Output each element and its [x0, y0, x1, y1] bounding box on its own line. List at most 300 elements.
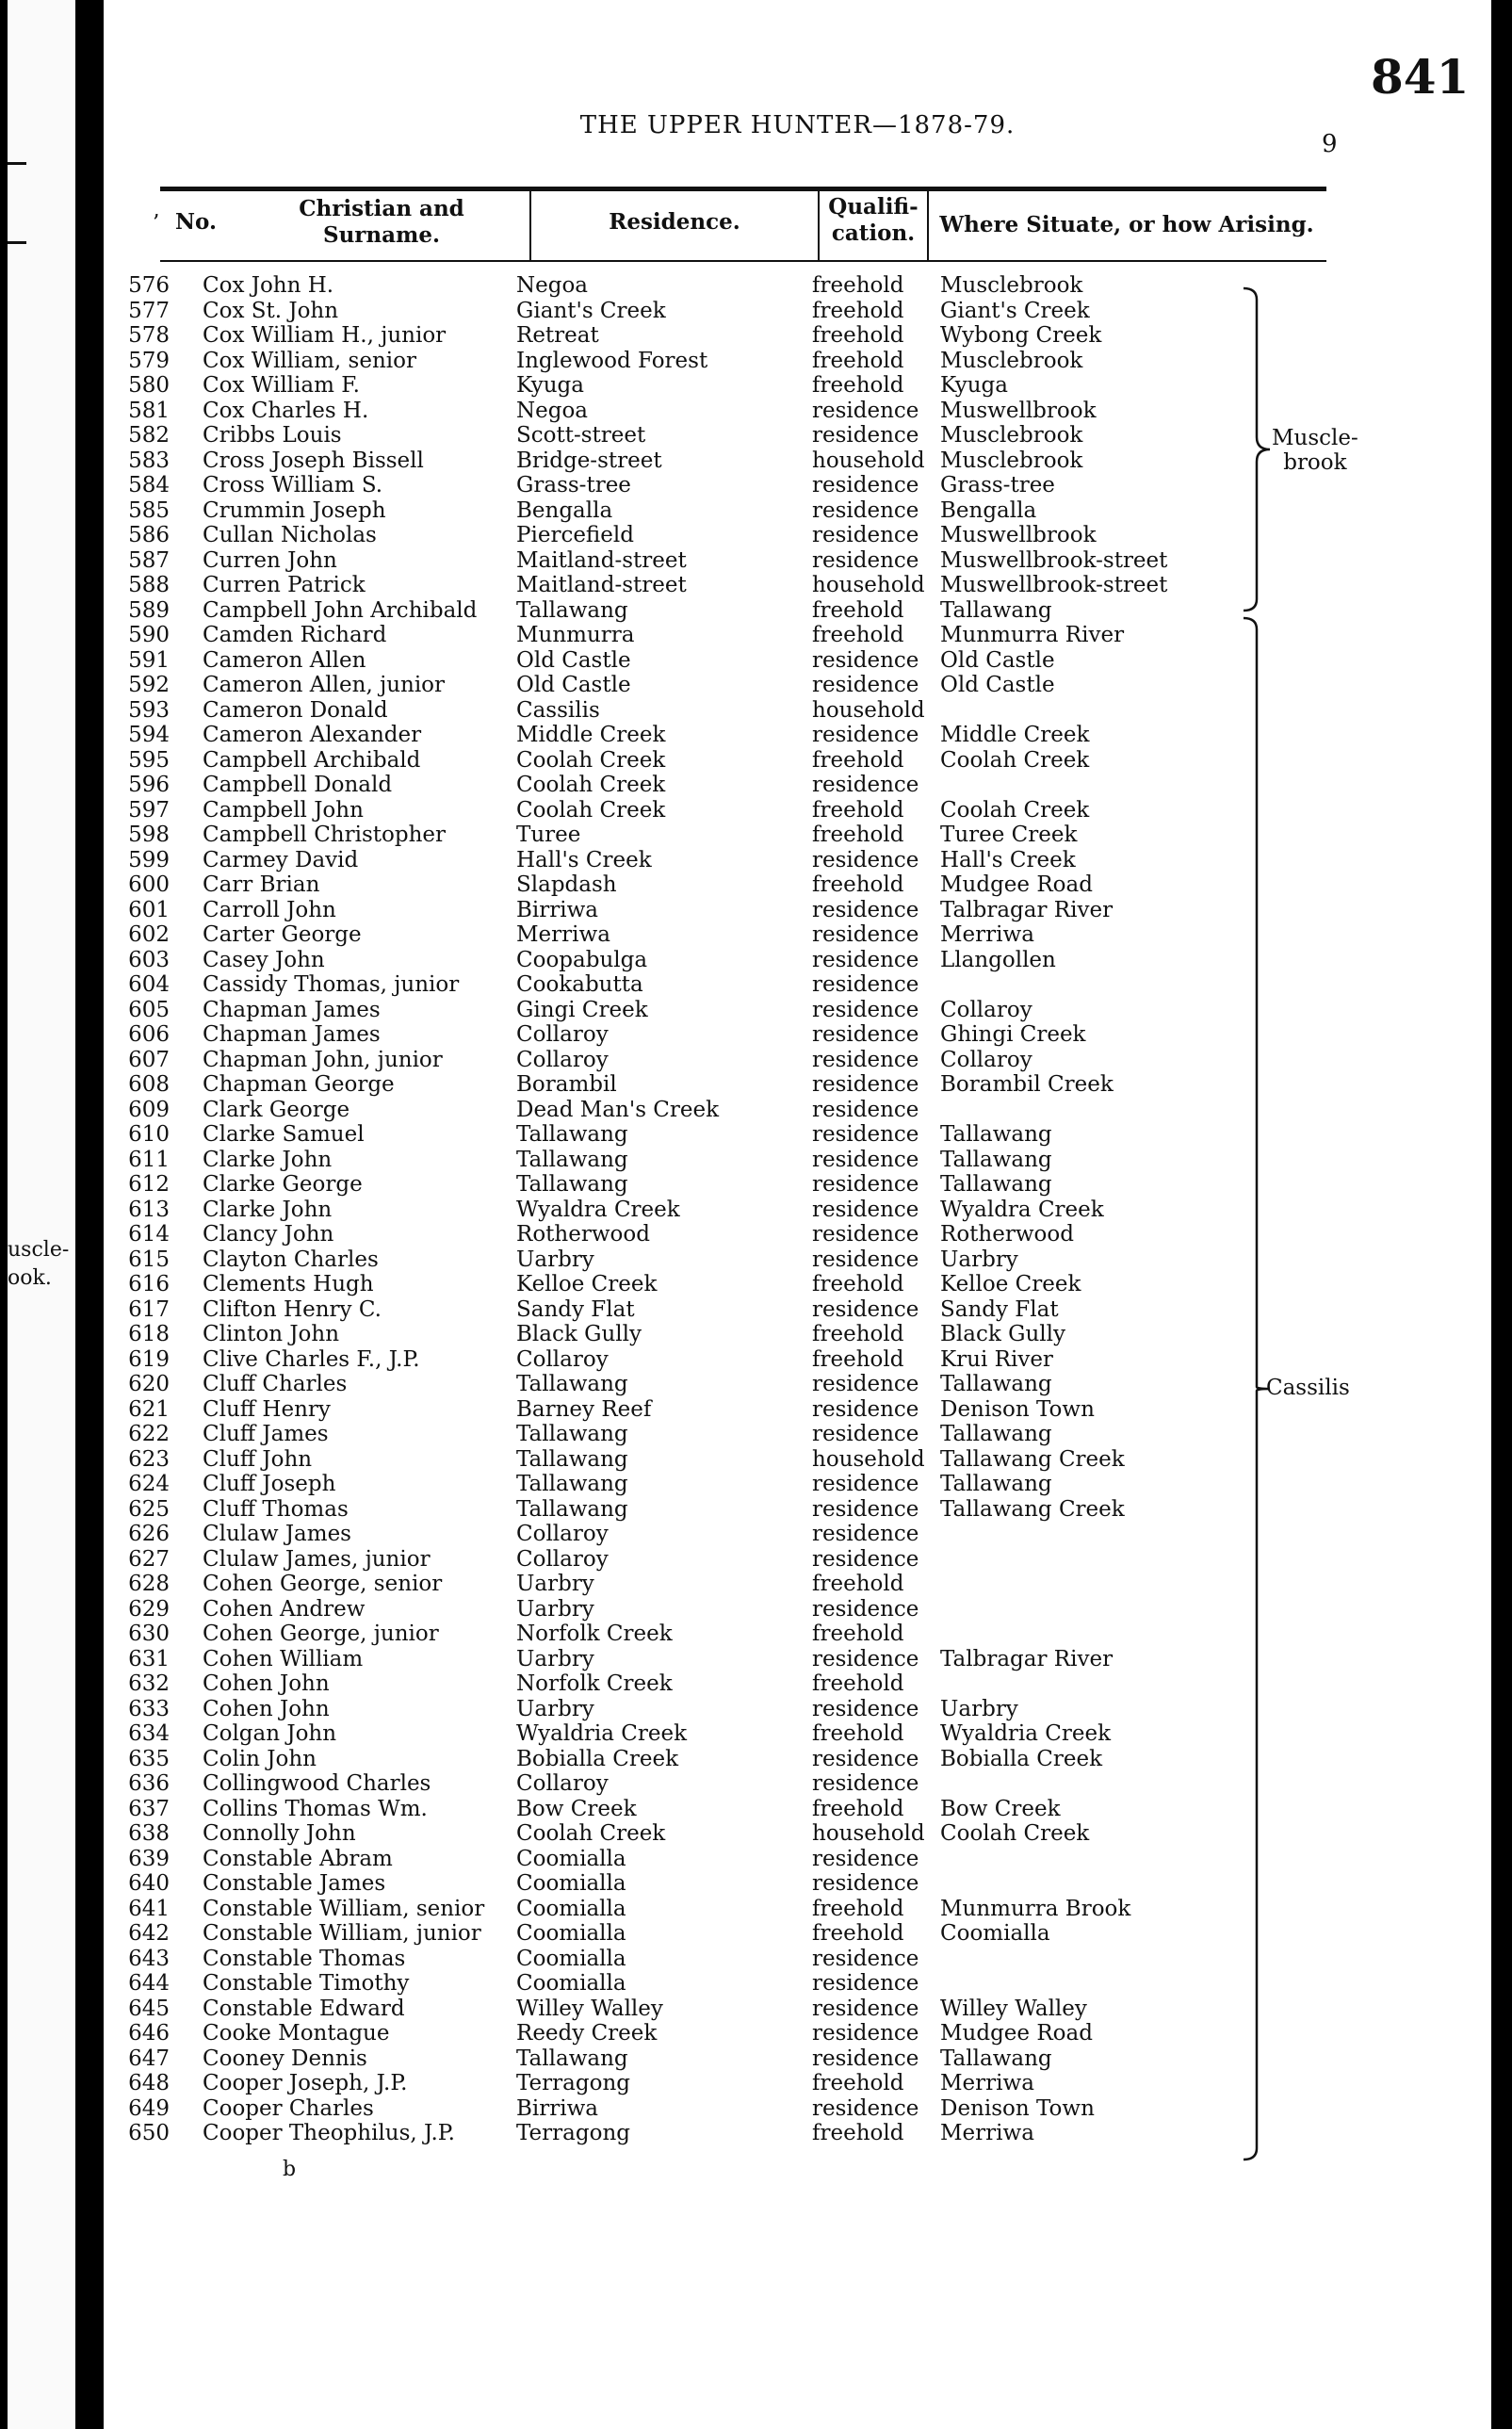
page-number: 841: [1371, 49, 1470, 105]
where-situate-cell: Bobialla Creek: [940, 1746, 1103, 1771]
qualification-cell: freehold: [812, 298, 904, 323]
row-number: 582: [128, 423, 170, 448]
elector-name: Clarke John: [203, 1147, 333, 1172]
table-row: [104, 323, 1491, 348]
table-row: [104, 2071, 1491, 2095]
where-situate-cell: Musclebrook: [940, 448, 1083, 473]
where-situate-cell: Talbragar River: [940, 1646, 1114, 1671]
residence-cell: Tallawang: [516, 1372, 628, 1396]
table-row: [104, 1098, 1491, 1122]
where-situate-cell: Sandy Flat: [940, 1296, 1059, 1322]
previous-page-text: [8, 1236, 69, 1293]
row-number: 627: [128, 1546, 170, 1572]
where-situate-cell: Kelloe Creek: [940, 1272, 1081, 1296]
row-number: 626: [128, 1522, 170, 1546]
qualification-cell: residence: [812, 1047, 919, 1072]
elector-name: Constable Abram: [203, 1846, 393, 1871]
qualification-cell: residence: [812, 1296, 919, 1322]
elector-name: Cox William F.: [203, 373, 360, 398]
qualification-cell: residence: [812, 1247, 919, 1272]
table-row: [104, 872, 1491, 897]
residence-cell: Collaroy: [516, 1522, 609, 1546]
qualification-cell: residence: [812, 1596, 919, 1622]
qualification-cell: residence: [812, 1646, 919, 1671]
row-number: 609: [128, 1097, 170, 1122]
residence-cell: Terragong: [516, 2121, 630, 2145]
where-situate-cell: Tallawang: [940, 1472, 1052, 1496]
table-row: [104, 273, 1491, 298]
where-situate-cell: Coolah Creek: [940, 797, 1090, 823]
table-row: [104, 1921, 1491, 1946]
elector-name: Casey John: [203, 947, 325, 972]
residence-cell: Coolah Creek: [516, 773, 666, 797]
table-row: [104, 1522, 1491, 1546]
residence-cell: Coomialla: [516, 1946, 626, 1971]
residence-cell: Collaroy: [516, 1346, 609, 1372]
qualification-cell: freehold: [812, 2121, 904, 2145]
table-row: [104, 1671, 1491, 1696]
qualification-cell: freehold: [812, 597, 904, 623]
previous-page-line: ook.: [8, 1266, 52, 1290]
row-number: 625: [128, 1496, 170, 1522]
column-header-no: No.: [175, 209, 217, 235]
residence-cell: Borambil: [516, 1072, 617, 1097]
residence-cell: Tallawang: [516, 1147, 628, 1172]
row-number: 647: [128, 2046, 170, 2071]
residence-cell: Willey Walley: [516, 1996, 663, 2021]
where-situate-cell: Coolah Creek: [940, 1821, 1090, 1846]
residence-cell: Piercefield: [516, 523, 634, 547]
table-row: [104, 673, 1491, 697]
qualification-cell: residence: [812, 1396, 919, 1422]
row-number: 646: [128, 2021, 170, 2046]
table-row: [104, 1422, 1491, 1446]
where-situate-cell: Munmurra Brook: [940, 1896, 1131, 1921]
where-situate-cell: Tallawang: [940, 1122, 1052, 1147]
elector-name: Cluff John: [203, 1446, 313, 1472]
scan-border-right: [1491, 0, 1512, 2429]
qualification-cell: freehold: [812, 1921, 904, 1946]
qualification-cell: residence: [812, 1422, 919, 1446]
elector-name: Crummin Joseph: [203, 497, 386, 523]
table-row: [104, 648, 1491, 673]
residence-cell: Grass-tree: [516, 473, 631, 497]
elector-name: Cox William, senior: [203, 348, 416, 373]
table-row: [104, 1447, 1491, 1472]
residence-cell: Kyuga: [516, 373, 584, 398]
table-row: [104, 2046, 1491, 2071]
residence-cell: Cookabutta: [516, 972, 643, 997]
qualification-cell: residence: [812, 2095, 919, 2121]
table-row: [104, 1222, 1491, 1247]
row-number: 579: [128, 348, 170, 373]
where-situate-cell: Borambil Creek: [940, 1072, 1114, 1097]
qualification-cell: residence: [812, 997, 919, 1022]
residence-cell: Dead Man's Creek: [516, 1097, 720, 1122]
column-header-where: Where Situate, or how Arising.: [939, 212, 1314, 237]
residence-cell: Bow Creek: [516, 1796, 637, 1821]
qualification-cell: freehold: [812, 872, 904, 897]
qualification-cell: freehold: [812, 1671, 904, 1696]
elector-name: Curren John: [203, 547, 337, 573]
where-situate-cell: Bengalla: [940, 497, 1037, 523]
table-row: [104, 299, 1491, 323]
residence-cell: Tallawang: [516, 1446, 628, 1472]
elector-name: Cassidy Thomas, junior: [203, 972, 460, 997]
where-situate-cell: Giant's Creek: [940, 298, 1090, 323]
column-header-qualification: Qualifi- cation.: [828, 194, 919, 246]
row-number: 617: [128, 1296, 170, 1322]
qualification-cell: residence: [812, 547, 919, 573]
residence-cell: Tallawang: [516, 1422, 628, 1446]
row-number: 622: [128, 1422, 170, 1446]
elector-name: Camden Richard: [203, 623, 387, 647]
where-situate-cell: Hall's Creek: [940, 847, 1076, 872]
qualification-cell: residence: [812, 1946, 919, 1971]
residence-cell: Coomialla: [516, 1971, 626, 1996]
residence-cell: Norfolk Creek: [516, 1622, 673, 1646]
qualification-cell: residence: [812, 1846, 919, 1871]
table-row: [104, 573, 1491, 597]
sub-page-number: 9: [1322, 130, 1338, 158]
qualification-cell: residence: [812, 947, 919, 972]
elector-name: Chapman James: [203, 1022, 381, 1047]
elector-name: Collingwood Charles: [203, 1771, 431, 1796]
elector-name: Clarke John: [203, 1197, 333, 1222]
where-situate-cell: Collaroy: [940, 997, 1032, 1022]
district-label-musclebrook: Muscle- brook: [1272, 426, 1358, 475]
row-number: 620: [128, 1372, 170, 1396]
row-number: 583: [128, 448, 170, 473]
table-row: [104, 523, 1491, 547]
residence-cell: Scott-street: [516, 423, 646, 448]
residence-cell: Inglewood Forest: [516, 348, 708, 373]
table-row: [104, 1572, 1491, 1596]
qualification-cell: freehold: [812, 1721, 904, 1746]
where-situate-cell: Mudgee Road: [940, 872, 1093, 897]
table-row: [104, 1122, 1491, 1147]
residence-cell: Coomialla: [516, 1846, 626, 1871]
where-situate-cell: Mudgee Road: [940, 2021, 1093, 2046]
elector-name: Cooper Joseph, J.P.: [203, 2071, 408, 2095]
elector-name: Clive Charles F., J.P.: [203, 1346, 420, 1372]
where-situate-cell: Munmurra River: [940, 623, 1125, 647]
where-situate-cell: Muswellbrook: [940, 523, 1097, 547]
residence-cell: Slapdash: [516, 872, 617, 897]
table-row: [104, 1148, 1491, 1172]
row-number: 628: [128, 1572, 170, 1596]
elector-name: Cohen John: [203, 1671, 330, 1696]
qualification-cell: residence: [812, 423, 919, 448]
where-situate-cell: Tallawang: [940, 1372, 1052, 1396]
qualification-cell: freehold: [812, 747, 904, 773]
row-number: 642: [128, 1921, 170, 1946]
residence-cell: Negoa: [516, 273, 589, 298]
where-situate-cell: Muswellbrook-street: [940, 573, 1168, 597]
table-row: [104, 399, 1491, 423]
row-number: 588: [128, 573, 170, 597]
row-number: 606: [128, 1022, 170, 1047]
residence-cell: Gingi Creek: [516, 997, 648, 1022]
row-number: 613: [128, 1197, 170, 1222]
table-row: [104, 1797, 1491, 1821]
elector-name: Clark George: [203, 1097, 350, 1122]
residence-cell: Uarbry: [516, 1596, 594, 1622]
table-row: [104, 898, 1491, 922]
where-situate-cell: Coomialla: [940, 1921, 1050, 1946]
table-row: [104, 1397, 1491, 1422]
qualification-cell: freehold: [812, 1796, 904, 1821]
qualification-cell: freehold: [812, 797, 904, 823]
table-row: [104, 1821, 1491, 1846]
where-situate-cell: Tallawang: [940, 597, 1052, 623]
where-situate-cell: Llangollen: [940, 947, 1056, 972]
qualification-cell: household: [812, 573, 925, 597]
elector-name: Clayton Charles: [203, 1247, 379, 1272]
elector-name: Chapman John, junior: [203, 1047, 443, 1072]
where-situate-cell: Tallawang: [940, 1422, 1052, 1446]
where-situate-cell: Wyaldra Creek: [940, 1197, 1104, 1222]
residence-cell: Wyaldra Creek: [516, 1197, 680, 1222]
qualification-cell: freehold: [812, 823, 904, 847]
elector-name: Campbell John: [203, 797, 364, 823]
row-number: 587: [128, 547, 170, 573]
header-continuation-mark: ’: [153, 211, 160, 236]
residence-cell: Tallawang: [516, 1496, 628, 1522]
elector-name: Cohen Andrew: [203, 1596, 366, 1622]
residence-cell: Bridge-street: [516, 448, 662, 473]
elector-name: Constable James: [203, 1871, 386, 1896]
qualification-cell: freehold: [812, 348, 904, 373]
qualification-cell: residence: [812, 673, 919, 697]
table-row: [104, 1547, 1491, 1572]
where-situate-cell: Musclebrook: [940, 273, 1083, 298]
where-situate-cell: Black Gully: [940, 1322, 1065, 1346]
row-number: 638: [128, 1821, 170, 1846]
table-row: [104, 1497, 1491, 1522]
residence-cell: Hall's Creek: [516, 847, 652, 872]
table-row: [104, 972, 1491, 997]
table-row: [104, 1747, 1491, 1771]
row-number: 601: [128, 897, 170, 922]
table-row: [104, 948, 1491, 972]
qualification-cell: residence: [812, 647, 919, 673]
qualification-cell: freehold: [812, 1896, 904, 1921]
qualification-cell: residence: [812, 1546, 919, 1572]
elector-name: Clarke Samuel: [203, 1122, 365, 1147]
elector-name: Chapman James: [203, 997, 381, 1022]
qualification-cell: household: [812, 1446, 925, 1472]
elector-name: Constable William, senior: [203, 1896, 485, 1921]
residence-cell: Reedy Creek: [516, 2021, 658, 2046]
qualification-cell: residence: [812, 773, 919, 797]
residence-cell: Uarbry: [516, 1247, 594, 1272]
previous-page-rule: [8, 162, 26, 165]
table-row: [104, 548, 1491, 573]
row-number: 615: [128, 1247, 170, 1272]
residence-cell: Middle Creek: [516, 723, 666, 747]
qualification-cell: household: [812, 697, 925, 723]
row-number: 590: [128, 623, 170, 647]
residence-cell: Black Gully: [516, 1322, 642, 1346]
table-row: [104, 848, 1491, 872]
elector-name: Constable Edward: [203, 1996, 405, 2021]
where-situate-cell: Krui River: [940, 1346, 1053, 1372]
qualification-cell: freehold: [812, 323, 904, 348]
table-row: [104, 473, 1491, 497]
row-number: 592: [128, 673, 170, 697]
qualification-cell: residence: [812, 922, 919, 947]
row-number: 624: [128, 1472, 170, 1496]
residence-cell: Turee: [516, 823, 581, 847]
table-row: [104, 2096, 1491, 2121]
elector-name: Campbell John Archibald: [203, 597, 478, 623]
previous-page-edge: [8, 0, 75, 2429]
row-number: 621: [128, 1396, 170, 1422]
qualification-cell: household: [812, 448, 925, 473]
residence-cell: Munmurra: [516, 623, 635, 647]
where-situate-cell: Willey Walley: [940, 1996, 1087, 2021]
elector-name: Curren Patrick: [203, 573, 366, 597]
row-number: 598: [128, 823, 170, 847]
row-number: 584: [128, 473, 170, 497]
elector-name: Constable Thomas: [203, 1946, 406, 1971]
residence-cell: Uarbry: [516, 1696, 594, 1721]
header-rule-top: [160, 187, 1326, 191]
where-situate-cell: Merriwa: [940, 2071, 1034, 2095]
row-number: 618: [128, 1322, 170, 1346]
where-situate-cell: Tallawang: [940, 1172, 1052, 1197]
elector-name: Cox Charles H.: [203, 398, 369, 423]
table-row: [104, 1322, 1491, 1346]
row-number: 597: [128, 797, 170, 823]
qualification-cell: freehold: [812, 1622, 904, 1646]
qualification-cell: residence: [812, 523, 919, 547]
where-situate-cell: Wyaldria Creek: [940, 1721, 1112, 1746]
elector-name: Cohen William: [203, 1646, 364, 1671]
footer-signature: b: [283, 2158, 297, 2181]
table-row: [104, 748, 1491, 773]
where-situate-cell: Rotherwood: [940, 1222, 1074, 1247]
qualification-cell: residence: [812, 972, 919, 997]
row-number: 580: [128, 373, 170, 398]
residence-cell: Cassilis: [516, 697, 600, 723]
where-situate-cell: Denison Town: [940, 1396, 1095, 1422]
row-number: 616: [128, 1272, 170, 1296]
elector-name: Cooke Montague: [203, 2021, 390, 2046]
row-number: 623: [128, 1446, 170, 1472]
residence-cell: Barney Reef: [516, 1396, 652, 1422]
row-number: 611: [128, 1147, 170, 1172]
where-situate-cell: Muswellbrook: [940, 398, 1097, 423]
qualification-cell: freehold: [812, 1322, 904, 1346]
row-number: 594: [128, 723, 170, 747]
elector-name: Cluff Thomas: [203, 1496, 349, 1522]
elector-name: Carroll John: [203, 897, 336, 922]
column-header-name: Christian and Surname.: [299, 196, 464, 248]
elector-name: Cox William H., junior: [203, 323, 447, 348]
table-row: [104, 373, 1491, 398]
qualification-cell: freehold: [812, 1272, 904, 1296]
qualification-cell: residence: [812, 2021, 919, 2046]
qualification-cell: freehold: [812, 1572, 904, 1596]
table-row: [104, 773, 1491, 797]
residence-cell: Tallawang: [516, 597, 628, 623]
table-row: [104, 1048, 1491, 1072]
where-situate-cell: Old Castle: [940, 647, 1055, 673]
previous-page-line: uscle-: [8, 1238, 70, 1262]
residence-cell: Wyaldria Creek: [516, 1721, 688, 1746]
where-situate-cell: Kyuga: [940, 373, 1008, 398]
elector-name: Cribbs Louis: [203, 423, 342, 448]
table-row: [104, 1597, 1491, 1622]
elector-name: Cox John H.: [203, 273, 334, 298]
table-row: [104, 1721, 1491, 1746]
elector-name: Campbell Donald: [203, 773, 393, 797]
table-row: [104, 1472, 1491, 1496]
row-number: 589: [128, 597, 170, 623]
elector-name: Clifton Henry C.: [203, 1296, 382, 1322]
residence-cell: Maitland-street: [516, 547, 687, 573]
where-situate-cell: Ghingi Creek: [940, 1022, 1086, 1047]
table-row: [104, 922, 1491, 947]
residence-cell: Giant's Creek: [516, 298, 666, 323]
elector-name: Chapman George: [203, 1072, 395, 1097]
qualification-cell: freehold: [812, 2071, 904, 2095]
residence-cell: Tallawang: [516, 1472, 628, 1496]
table-row: [104, 1347, 1491, 1372]
elector-name: Carmey David: [203, 847, 359, 872]
where-situate-cell: Talbragar River: [940, 897, 1114, 922]
table-row: [104, 1072, 1491, 1097]
table-row: [104, 1771, 1491, 1796]
row-number: 645: [128, 1996, 170, 2021]
row-number: 614: [128, 1222, 170, 1247]
table-row: [104, 1198, 1491, 1222]
qualification-cell: household: [812, 1821, 925, 1846]
where-situate-cell: Turee Creek: [940, 823, 1078, 847]
residence-cell: Negoa: [516, 398, 589, 423]
table-row: [104, 823, 1491, 847]
where-situate-cell: Musclebrook: [940, 348, 1083, 373]
qualification-cell: residence: [812, 1072, 919, 1097]
elector-name: Cameron Donald: [203, 697, 388, 723]
qualification-cell: residence: [812, 1996, 919, 2021]
row-number: 639: [128, 1846, 170, 1871]
row-number: 586: [128, 523, 170, 547]
elector-name: Campbell Christopher: [203, 823, 446, 847]
row-number: 596: [128, 773, 170, 797]
qualification-cell: residence: [812, 2046, 919, 2071]
where-situate-cell: Muswellbrook-street: [940, 547, 1168, 573]
where-situate-cell: Middle Creek: [940, 723, 1090, 747]
where-situate-cell: Bow Creek: [940, 1796, 1061, 1821]
row-number: 643: [128, 1946, 170, 1971]
table-row: [104, 498, 1491, 523]
residence-cell: Old Castle: [516, 673, 631, 697]
row-number: 630: [128, 1622, 170, 1646]
elector-name: Cullan Nicholas: [203, 523, 377, 547]
district-label-cassilis: Cassilis: [1266, 1376, 1350, 1400]
table-row: [104, 1971, 1491, 1996]
row-number: 581: [128, 398, 170, 423]
residence-cell: Uarbry: [516, 1646, 594, 1671]
where-situate-cell: Tallawang: [940, 2046, 1052, 2071]
row-number: 610: [128, 1122, 170, 1147]
qualification-cell: residence: [812, 1522, 919, 1546]
qualification-cell: residence: [812, 1746, 919, 1771]
elector-name: Colin John: [203, 1746, 317, 1771]
